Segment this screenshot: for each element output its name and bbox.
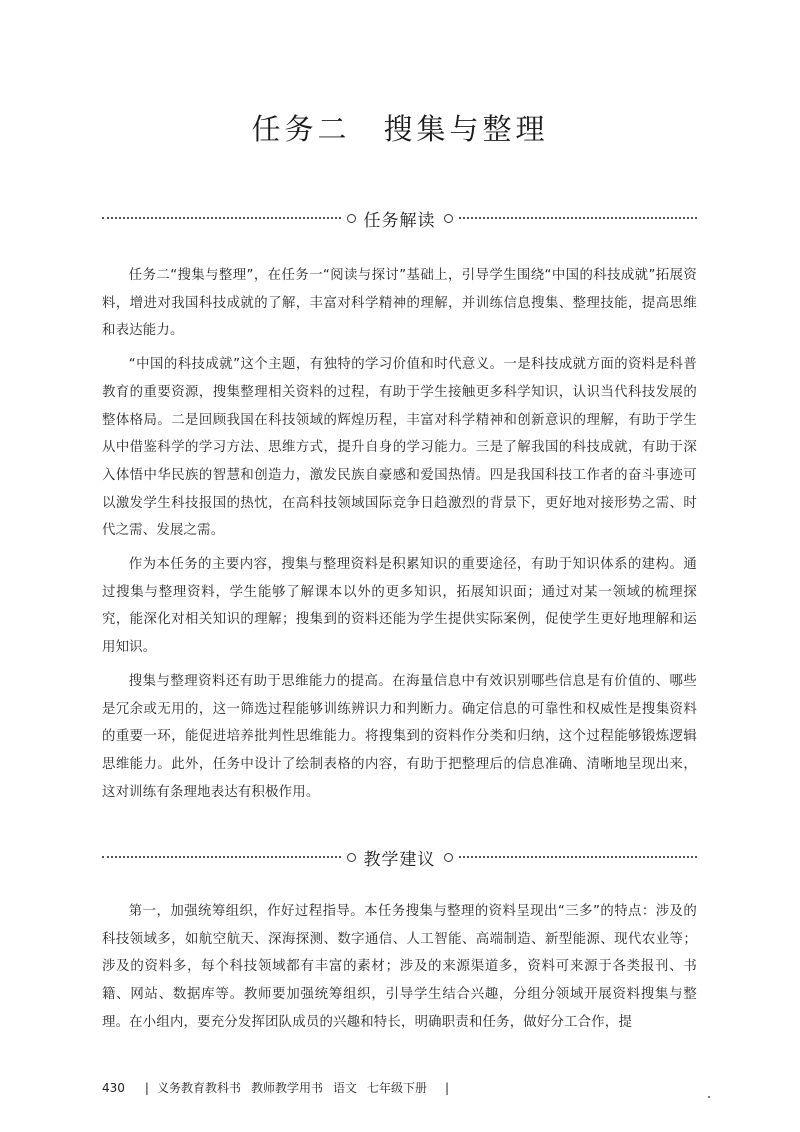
section-body-teaching-suggestions bbox=[102, 898, 697, 1043]
scan-speck bbox=[708, 1096, 710, 1098]
dotted-divider-left bbox=[102, 856, 341, 858]
paragraph: 作为本任务的主要内容，搜集与整理资料是积累知识的重要途径，有助于知识体系的建构。通过搜集与整理资料，学生能够了解课本以外的更多知识，拓展知识面；通过对某一领域的梳理探究，能深化对相关知识的理解；搜集到的资料还能为学生提供实际案例，促使学生更好地理解和运用知识。 bbox=[102, 557, 697, 656]
footer-separator: | bbox=[144, 1080, 149, 1095]
footer-book: 教师教学用书 bbox=[250, 1081, 323, 1095]
section-heading-teaching-suggestions bbox=[102, 845, 697, 869]
section-body-task-reading bbox=[102, 262, 697, 812]
page-title: 任务二 搜集与整理 bbox=[251, 112, 549, 147]
circle-ornament-icon bbox=[444, 214, 453, 223]
section-heading-text: 任务解读 bbox=[363, 210, 436, 231]
footer-series: 义务教育教科书 bbox=[156, 1081, 241, 1095]
dotted-divider-right bbox=[459, 856, 698, 858]
page-footer bbox=[102, 1079, 457, 1096]
section-heading-task-reading bbox=[102, 206, 697, 230]
page-number: 430 bbox=[102, 1080, 125, 1095]
footer-grade: 七年级下册 bbox=[367, 1081, 428, 1095]
footer-separator: | bbox=[445, 1080, 450, 1095]
paragraph: 第一，加强统筹组织，作好过程指导。本任务搜集与整理的资料呈现出“三多”的特点：涉及的科技领域多，如航空航天、深海探测、数字通信、人工智能、高端制造、新型能源、现代农业等；涉及的资料多，每个科技领域都有丰富的素材；涉及的来源渠道多，资料可来源于各类报刊、书籍、网站、数据库等。教师要加强统筹组织，引导学生结合兴趣，分组分领域开展资料搜集与整理。在小组内，要充分发挥团队成员的兴趣和特长，明确职责和任务，做好分工合作，提 bbox=[102, 904, 697, 1030]
paragraph: 任务二“搜集与整理”，在任务一“阅读与探讨”基础上，引导学生围绕“中国的科技成就”拓展资料，增进对我国科技成就的了解，丰富对科学精神的理解，并训练信息搜集、整理技能，提高思维和表达能力。 bbox=[102, 268, 697, 339]
section-heading-text: 教学建议 bbox=[363, 849, 436, 870]
paragraph: 搜集与整理资料还有助于思维能力的提高。在海量信息中有效识别哪些信息是有价值的、哪些是冗余或无用的，这一筛选过程能够训练辨识力和判断力。确定信息的可靠性和权威性是搜集资料的重要一环，能促进培养批判性思维能力。将搜集到的资料作分类和归纳，这个过程能够锻炼逻辑思维能力。此外，任务中设计了绘制表格的内容，有助于把整理后的信息准确、清晰地呈现出来，这对训练有条理地表达有积极作用。 bbox=[102, 673, 697, 800]
circle-ornament-icon bbox=[347, 853, 356, 862]
paragraph: “中国的科技成就”这个主题，有独特的学习价值和时代意义。一是科技成就方面的资料是科普教育的重要资源，搜集整理相关资料的过程，有助于学生接触更多科学知识，认识当代科技发展的整体格局。二是回顾我国在科技领域的辉煌历程，丰富对科学精神和创新意识的理解，有助于学生从中借鉴科学的学习方法、思维方式，提升自身的学习能力。三是了解我国的科技成就，有助于深入体悟中华民族的智慧和创造力，激发民族自豪感和爱国热情。四是我国科技工作者的奋斗事迹可以激发学生科技报国的热忱，在高科技领域国际竞争日趋激烈的背景下，更好地对接形势之需、时代之需、发展之需。 bbox=[102, 357, 697, 539]
dotted-divider-right bbox=[459, 217, 698, 219]
circle-ornament-icon bbox=[444, 853, 453, 862]
dotted-divider-left bbox=[102, 217, 341, 219]
circle-ornament-icon bbox=[347, 214, 356, 223]
footer-subject: 语文 bbox=[332, 1081, 357, 1095]
